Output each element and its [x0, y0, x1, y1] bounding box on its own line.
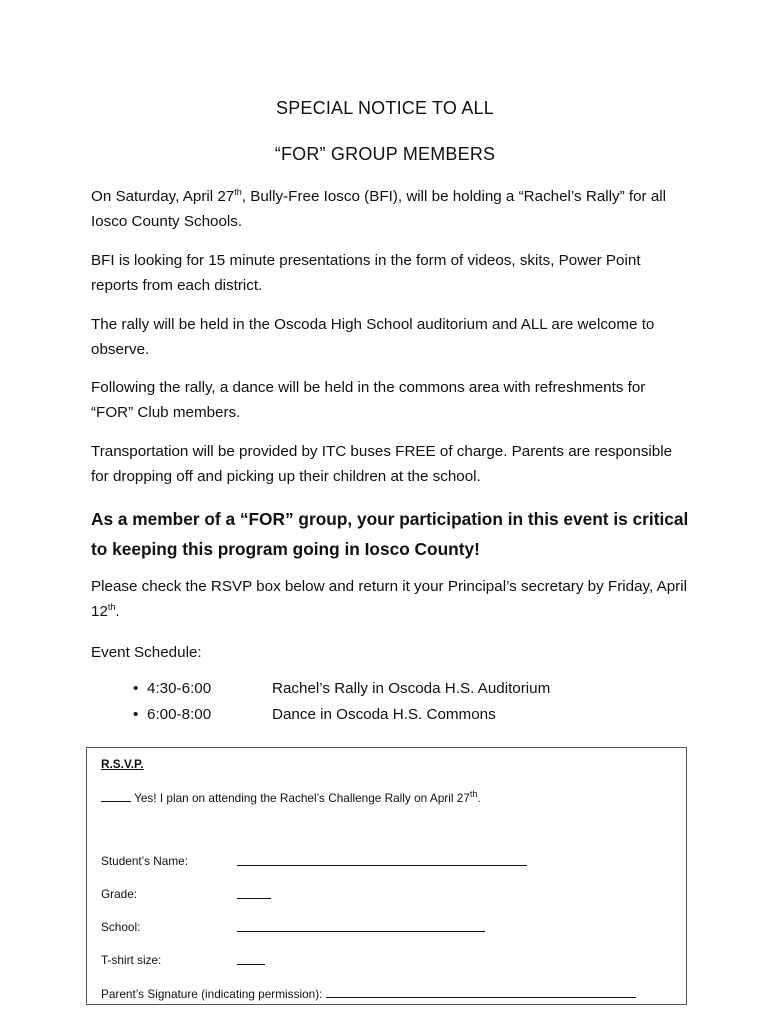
paragraph-dance: Following the rally, a dance will be held in the commons area with refreshments for “FOR” Club members.	[91, 379, 646, 421]
rsvp-title: R.S.V.P.	[101, 757, 144, 771]
notice-title-line1: SPECIAL NOTICE TO ALL	[276, 98, 494, 118]
school-label: School:	[101, 920, 141, 934]
tshirt-size-blank[interactable]	[237, 953, 265, 965]
yes-checkbox-blank[interactable]	[101, 790, 131, 802]
grade-blank[interactable]	[237, 887, 271, 899]
bullet-icon: •	[133, 680, 139, 697]
student-name-label: Student’s Name:	[101, 854, 188, 868]
rally-description-text: , Bully-Free Iosco (BFI), will be holding a “Rachel’s Rally” for all Iosco County Schools.	[91, 188, 667, 230]
bullet-icon: •	[133, 706, 139, 723]
rsvp-yes-end: .	[477, 791, 481, 805]
school-blank[interactable]	[237, 920, 485, 932]
rsvp-yes-line	[101, 790, 481, 805]
rsvp-yes-text: Yes! I plan on attending the Rachel’s Challenge Rally on April 27	[131, 791, 470, 805]
ordinal-suffix: th	[234, 186, 242, 197]
notice-title-line2: “FOR” GROUP MEMBERS	[274, 144, 496, 164]
paragraph-transportation: Transportation will be provided by ITC buses FREE of charge. Parents are responsible for dropping off and picking up their children at the school.	[91, 443, 673, 485]
schedule-label: Event Schedule:	[91, 644, 202, 661]
schedule-time: 4:30-6:00	[147, 680, 212, 697]
grade-field[interactable]	[237, 887, 271, 902]
rally-date-text: On Saturday, April 27	[91, 188, 235, 205]
student-name-blank[interactable]	[237, 854, 527, 866]
schedule-time: 6:00-8:00	[147, 706, 212, 723]
paragraph-presentations: BFI is looking for 15 minute presentations in the form of videos, skits, Power Point reports from each district.	[91, 252, 641, 294]
student-name-field[interactable]	[237, 854, 527, 869]
rsvp-instructions-end: .	[115, 603, 120, 620]
schedule-description: Dance in Oscoda H.S. Commons	[272, 706, 496, 723]
paragraph-location: The rally will be held in the Oscoda High School auditorium and ALL are welcome to observe.	[91, 316, 655, 358]
tshirt-size-field[interactable]	[237, 953, 265, 968]
grade-label: Grade:	[101, 887, 138, 901]
parent-signature-line	[101, 986, 636, 1001]
parent-signature-blank[interactable]	[326, 986, 636, 998]
paragraph-rally-announcement	[91, 184, 691, 234]
parent-signature-label: Parent’s Signature (indicating permission):	[101, 987, 323, 1001]
rsvp-instructions-text: Please check the RSVP box below and return it your Principal’s secretary by Friday, April 12	[91, 578, 687, 620]
emphasis-statement: As a member of a “FOR” group, your participation in this event is critical to keeping this program going in Iosco County!	[91, 509, 689, 559]
schedule-description: Rachel’s Rally in Oscoda H.S. Auditorium	[272, 680, 551, 697]
ordinal-suffix: th	[107, 601, 116, 612]
rsvp-form-box	[86, 747, 687, 1005]
paragraph-rsvp-instructions	[91, 574, 691, 624]
tshirt-size-label: T-shirt size:	[101, 953, 162, 967]
school-field[interactable]	[237, 920, 485, 935]
ordinal-suffix: th	[469, 789, 478, 800]
